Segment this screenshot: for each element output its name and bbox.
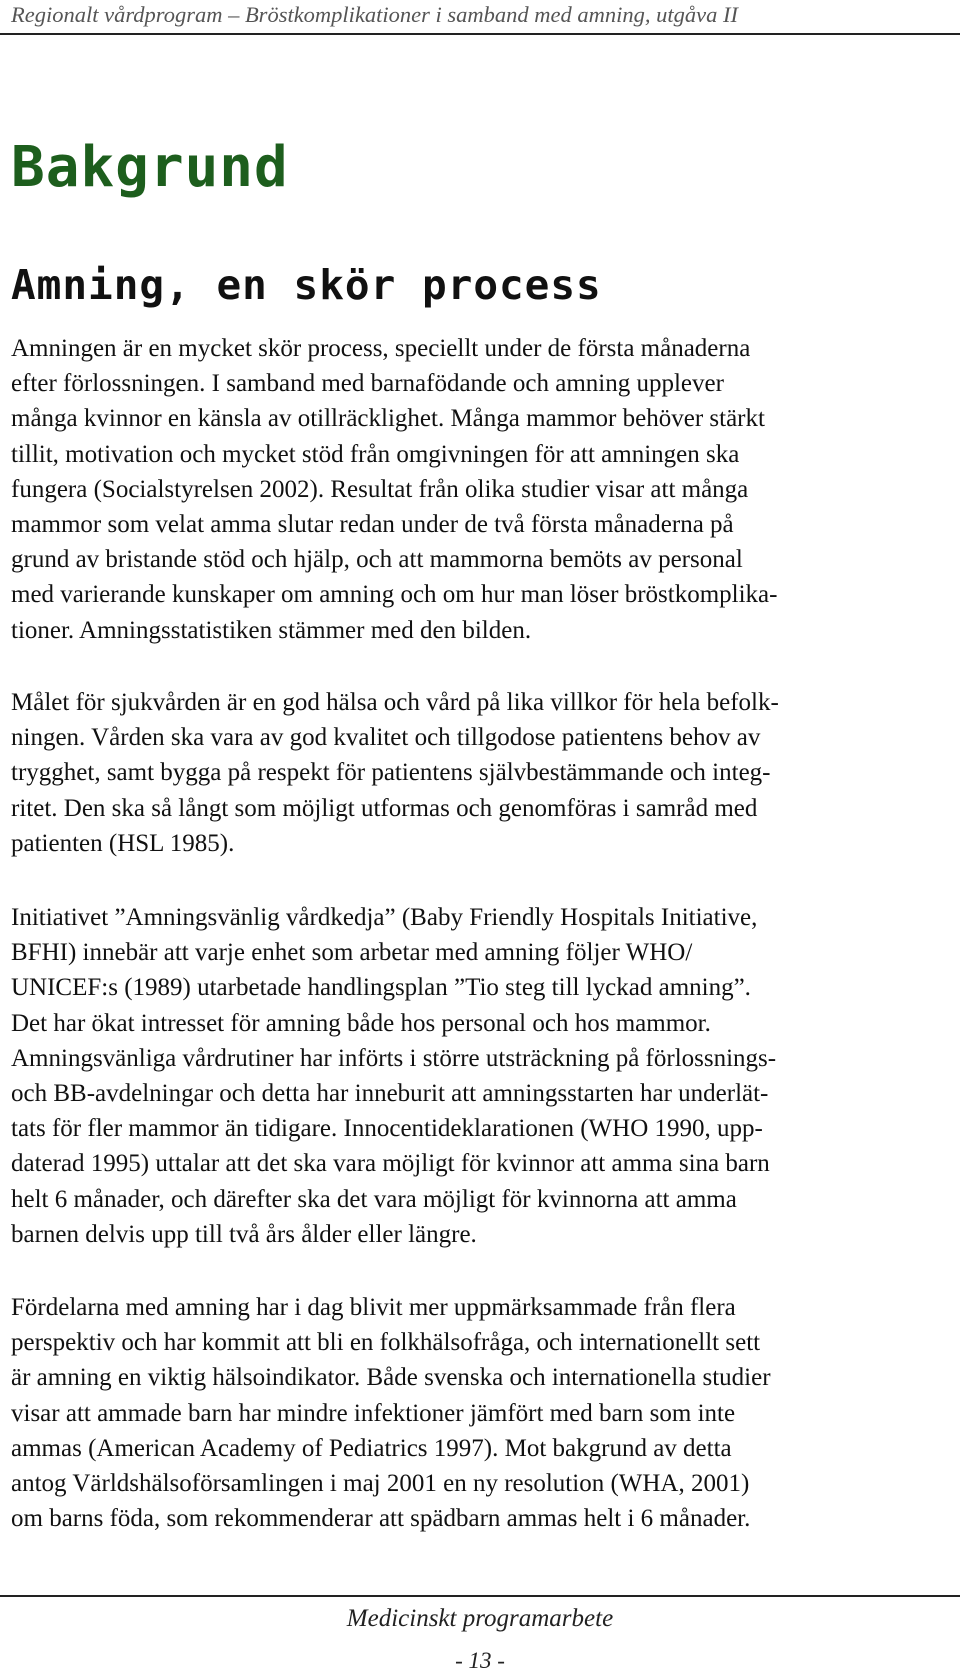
paragraph-line: Amningsvänliga vårdrutiner har införts i större utsträckning på förlossnings- [11, 1044, 777, 1072]
paragraph-line: perspektiv och har kommit att bli en folkhälsofråga, och internationellt sett [11, 1329, 761, 1357]
paragraph-line: barnen delvis upp till två års ålder eller längre. [11, 1220, 477, 1248]
paragraph-line: med varierande kunskaper om amning och om hur man löser bröstkomplika- [11, 581, 778, 609]
paragraph-line: grund av bristande stöd och hjälp, och att mammorna bemöts av personal [11, 546, 743, 574]
paragraph-line: fungera (Socialstyrelsen 2002). Resultat från olika studier visar att många [11, 475, 749, 503]
paragraph-line: visar att ammade barn har mindre infektioner jämfört med barn som inte [11, 1399, 736, 1427]
paragraph-line: Det har ökat intresset för amning både hos personal och hos mammor. [11, 1009, 711, 1037]
paragraph-1 [11, 331, 956, 648]
paragraph-4 [11, 1290, 956, 1536]
paragraph-line: efter förlossningen. I samband med barnafödande och amning upplever [11, 370, 724, 398]
paragraph-line: om barns föda, som rekommenderar att spädbarn ammas helt i 6 månader. [11, 1505, 751, 1533]
subsection-heading: Amning, en skör process [11, 261, 602, 309]
paragraph-line: helt 6 månader, och därefter ska det vara möjligt för kvinnorna att amma [11, 1185, 737, 1213]
paragraph-line: är amning en viktig hälsoindikator. Både svenska och internationella studier [11, 1364, 771, 1392]
footer-text: Medicinskt programarbete [346, 1605, 614, 1632]
paragraph-line: BFHI) innebär att varje enhet som arbetar med amning följer WHO/ [11, 939, 693, 967]
paragraph-line: patienten (HSL 1985). [11, 829, 235, 857]
paragraph-line: Fördelarna med amning har i dag blivit mer uppmärksammade från flera [11, 1294, 736, 1321]
paragraph-line: trygghet, samt bygga på respekt för patientens självbestämmande och integ- [11, 759, 771, 787]
paragraph-2 [11, 685, 956, 861]
paragraph-line: Målet för sjukvården är en god hälsa och vård på lika villkor för hela befolk- [11, 689, 779, 716]
paragraph-3 [11, 900, 956, 1252]
paragraph-line: ammas (American Academy of Pediatrics 1997). Mot bakgrund av detta [11, 1434, 732, 1462]
paragraph-line: tillit, motivation och mycket stöd från omgivningen för att amningen ska [11, 440, 740, 468]
paragraph-line: tioner. Amningsstatistiken stämmer med den bilden. [11, 616, 532, 644]
paragraph-line: och BB-avdelningar och detta har inneburit att amningsstarten har underlät- [11, 1079, 769, 1107]
paragraph-line: Initiativet ”Amningsvänlig vårdkedja” (Baby Friendly Hospitals Initiative, [11, 904, 758, 931]
paragraph-line: mammor som velat amma slutar redan under de två första månaderna på [11, 510, 734, 538]
paragraph-line: antog Världshälsoförsamlingen i maj 2001 en ny resolution (WHA, 2001) [11, 1469, 750, 1497]
footer-divider [0, 1595, 960, 1597]
paragraph-line: tats för fler mammor än tidigare. Innocentideklarationen (WHO 1990, upp- [11, 1115, 763, 1143]
paragraph-line: ritet. Den ska så långt som möjligt utformas och genomföras i samråd med [11, 794, 758, 822]
running-header: Regionalt vårdprogram – Bröstkomplikationer i samband med amning, utgåva II [11, 2, 739, 27]
paragraph-line: ningen. Vården ska vara av god kvalitet och tillgodose patientens behov av [11, 724, 761, 752]
paragraph-line: många kvinnor en känsla av otillräcklighet. Många mammor behöver stärkt [11, 405, 765, 433]
header-divider [0, 33, 960, 35]
paragraph-line: Amningen är en mycket skör process, speciellt under de första månaderna [11, 335, 751, 362]
paragraph-line: daterad 1995) uttalar att det ska vara möjligt för kvinnor att amma sina barn [11, 1150, 770, 1178]
paragraph-line: UNICEF:s (1989) utarbetade handlingsplan ”Tio steg till lyckad amning”. [11, 974, 751, 1002]
page-number: - 13 - [455, 1648, 505, 1673]
section-heading: Bakgrund [11, 135, 289, 200]
